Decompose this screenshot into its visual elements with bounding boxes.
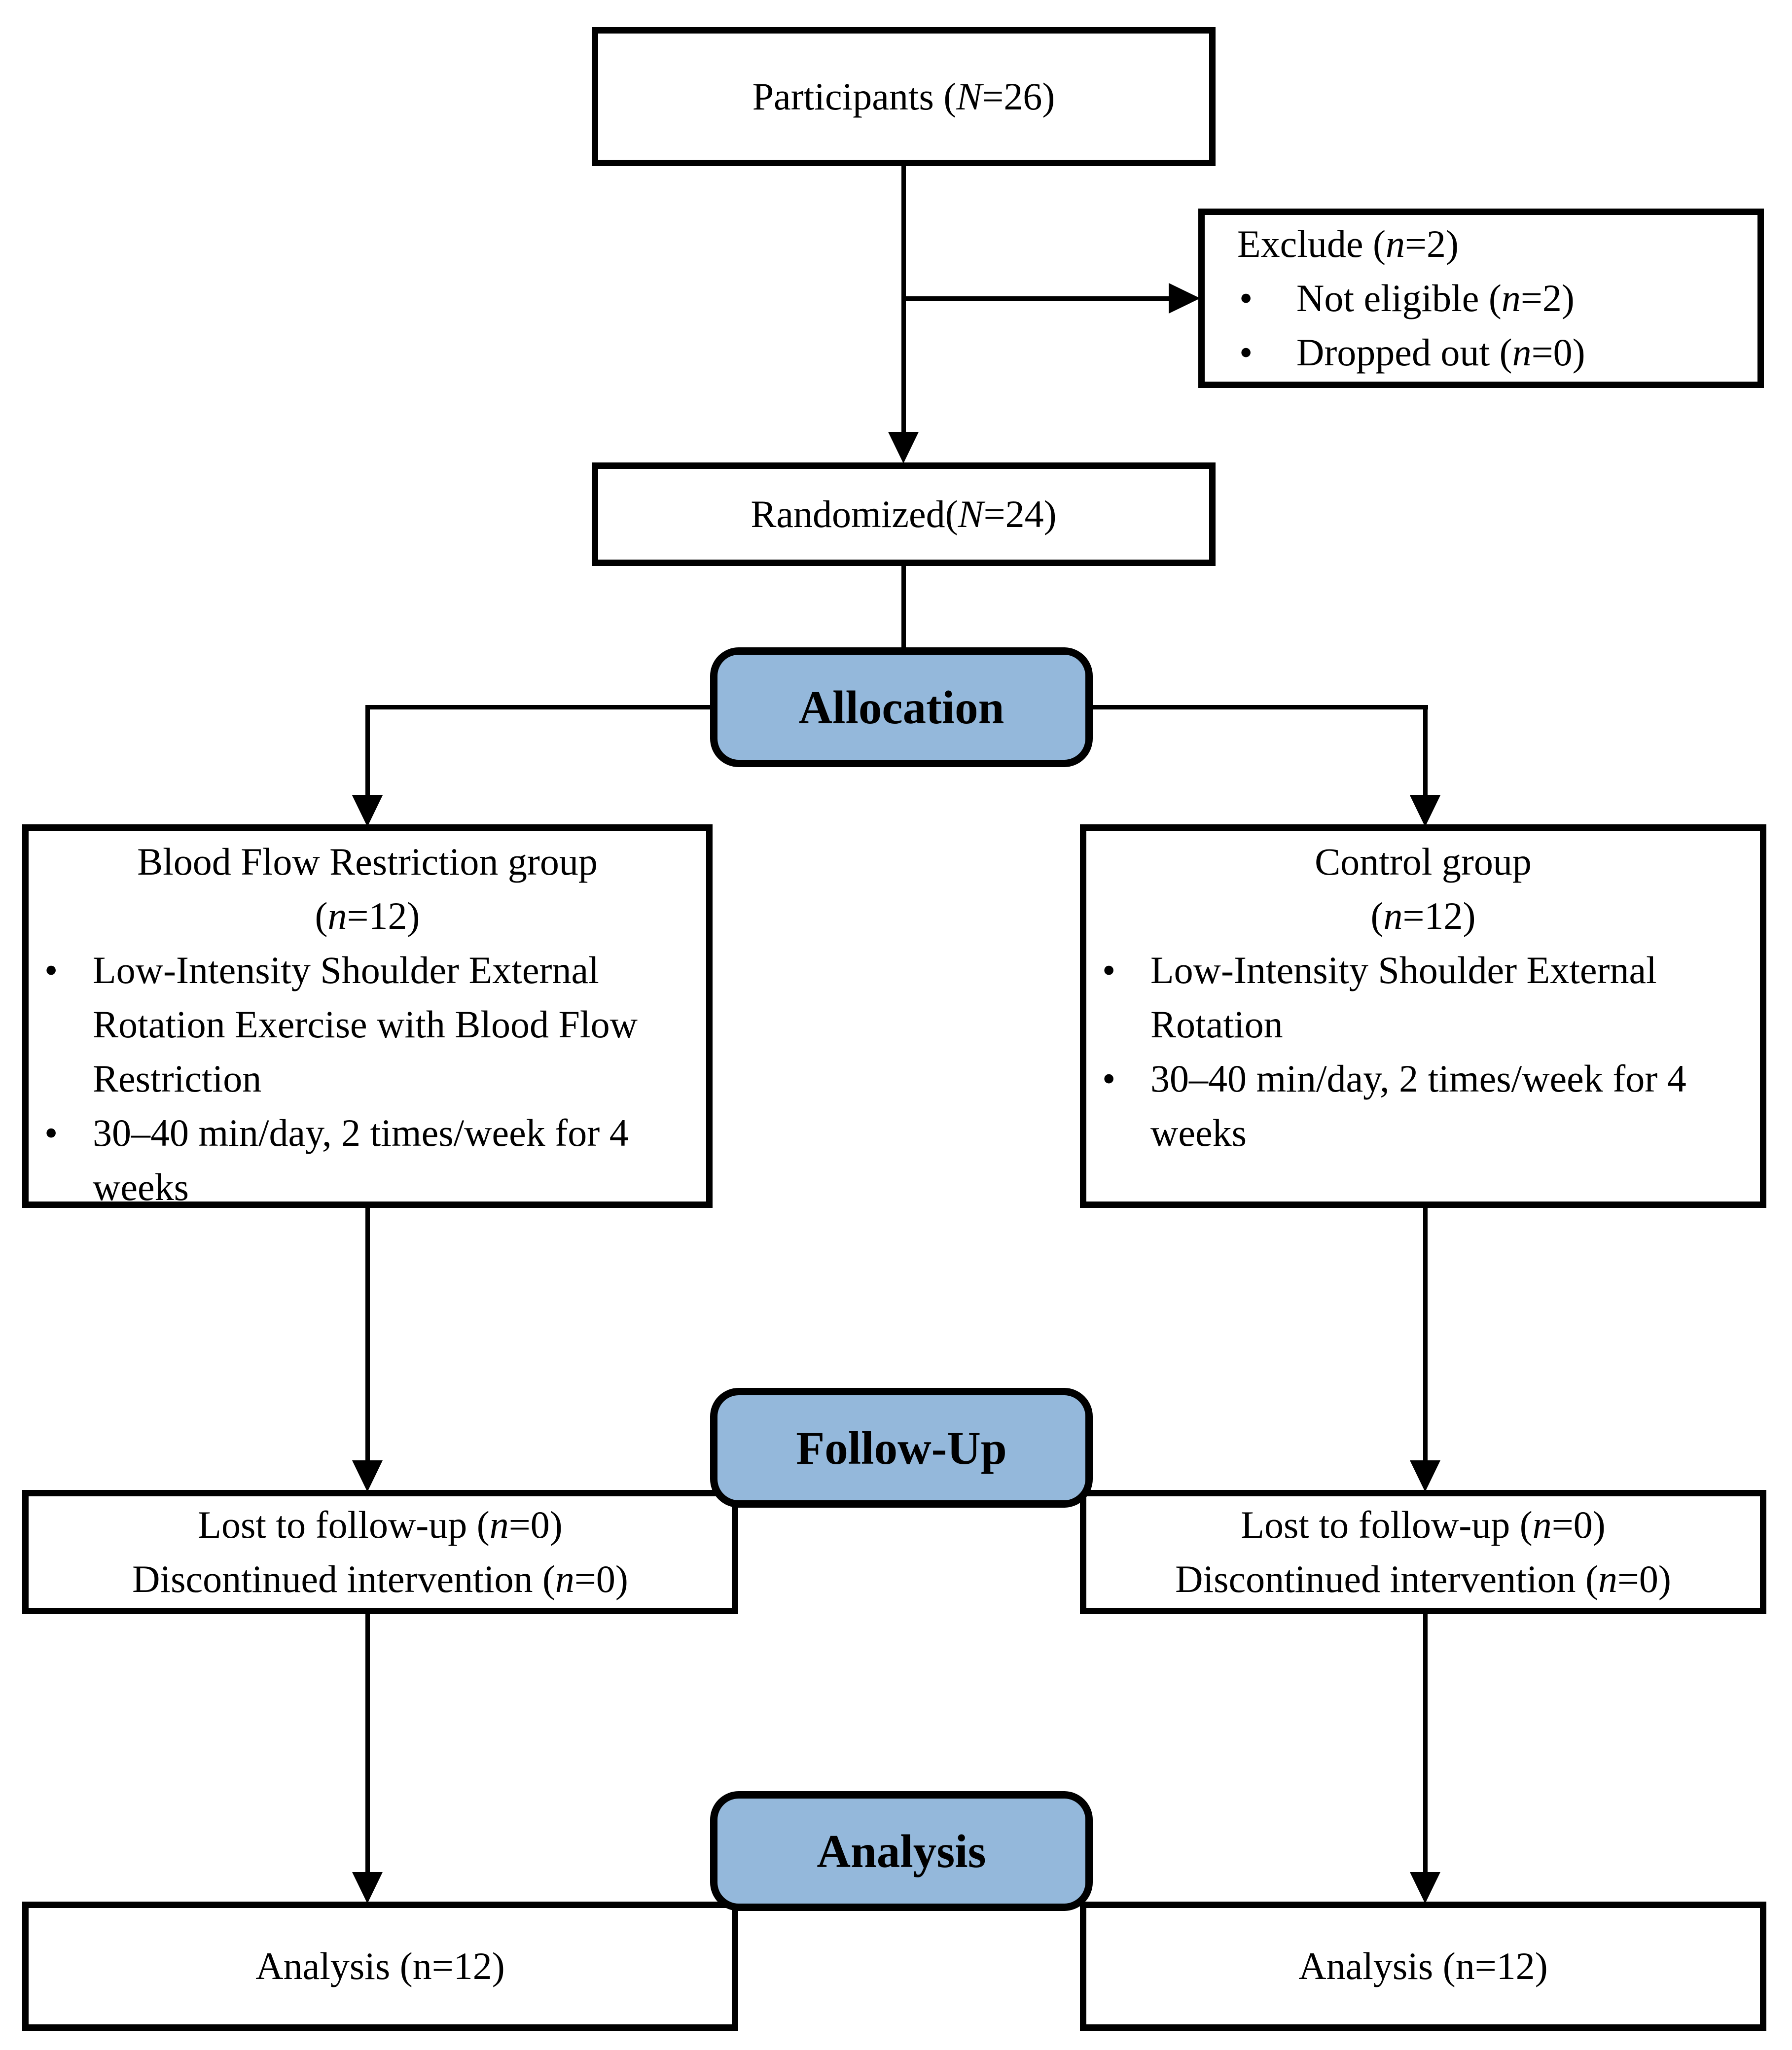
bullet-text-line [1205,325,1757,380]
connector-randomized-to-allocation [901,565,906,659]
bullet-text-line [29,1106,706,1214]
bullet-text: 30–40 min/day, 2 times/week for 4 weeks [93,1111,629,1208]
control-group-box [1080,824,1766,1208]
text-line: Discontinued intervention (n=0) [132,1557,628,1600]
connector-followup-to-analysis-right [1423,1613,1428,1872]
connector-followup-to-analysis-left [365,1613,370,1872]
arrowhead-into-randomized [888,432,919,463]
analysis-left-box [22,1902,738,2031]
text-line: (n=12) [315,894,420,937]
text-line: Randomized(N=24) [751,493,1057,535]
arrowhead-into-followup-right [1410,1460,1440,1492]
connector-allocation-to-bfr [365,705,370,799]
analysis-stage-label: Analysis [817,1825,986,1877]
followup-stage-badge [710,1388,1093,1508]
text-line: Blood Flow Restriction group [137,840,598,883]
text-line: Analysis (n=12) [1298,1944,1548,1987]
bullet-icon: • [1239,331,1253,374]
connector-branch-to-exclude [901,296,1174,301]
allocation-stage-badge [710,647,1093,767]
bullet-text-line [29,943,706,1106]
bullet-text: 30–40 min/day, 2 times/week for 4 weeks [1150,1057,1686,1154]
bullet-text-line [1086,943,1760,1052]
bullet-icon: • [44,949,58,991]
bullet-text: Low-Intensity Shoulder External Rotation Exercise with Blood Flow Restriction [93,949,638,1100]
lost-followup-left-box [22,1490,738,1614]
lost-followup-right-box [1080,1490,1766,1614]
bullet-icon: • [44,1111,58,1154]
text-line: Lost to follow-up (n=0) [1241,1503,1606,1546]
text-line: Lost to follow-up (n=0) [198,1503,563,1546]
analysis-right-box [1080,1902,1766,2031]
arrowhead-into-analysis-right [1410,1872,1440,1904]
analysis-stage-badge [710,1791,1093,1911]
arrowhead-into-bfr-group [352,795,383,827]
bullet-text: Not eligible (n=2) [1296,277,1575,319]
bfr-group-box [22,824,713,1208]
connector-control-to-followup [1423,1207,1428,1461]
connector-bfr-to-followup [365,1207,370,1461]
bullet-text: Dropped out (n=0) [1296,331,1585,374]
text-line: Control group [1315,840,1532,883]
randomized-box [592,462,1216,566]
text-line: Participants (N=26) [752,75,1055,118]
arrowhead-into-followup-left [352,1460,383,1492]
arrowhead-into-control-group [1410,795,1440,827]
bullet-text: Low-Intensity Shoulder External Rotation [1150,949,1657,1046]
bullet-text-line [1086,1052,1760,1160]
text-line: Analysis (n=12) [255,1944,505,1987]
text-line: Exclude (n=2) [1237,222,1459,265]
connector-allocation-to-control [1423,705,1428,799]
text-line: Discontinued intervention (n=0) [1175,1557,1671,1600]
arrowhead-into-exclude [1169,283,1200,314]
participants-box [592,27,1216,166]
bullet-icon: • [1239,277,1253,319]
bullet-icon: • [1102,949,1116,991]
allocation-stage-label: Allocation [798,681,1004,734]
bullet-icon: • [1102,1057,1116,1100]
arrowhead-into-analysis-left [352,1872,383,1904]
followup-stage-label: Follow-Up [796,1421,1007,1474]
exclude-box [1198,209,1764,388]
text-line: (n=12) [1370,894,1476,937]
bullet-text-line [1205,271,1757,325]
